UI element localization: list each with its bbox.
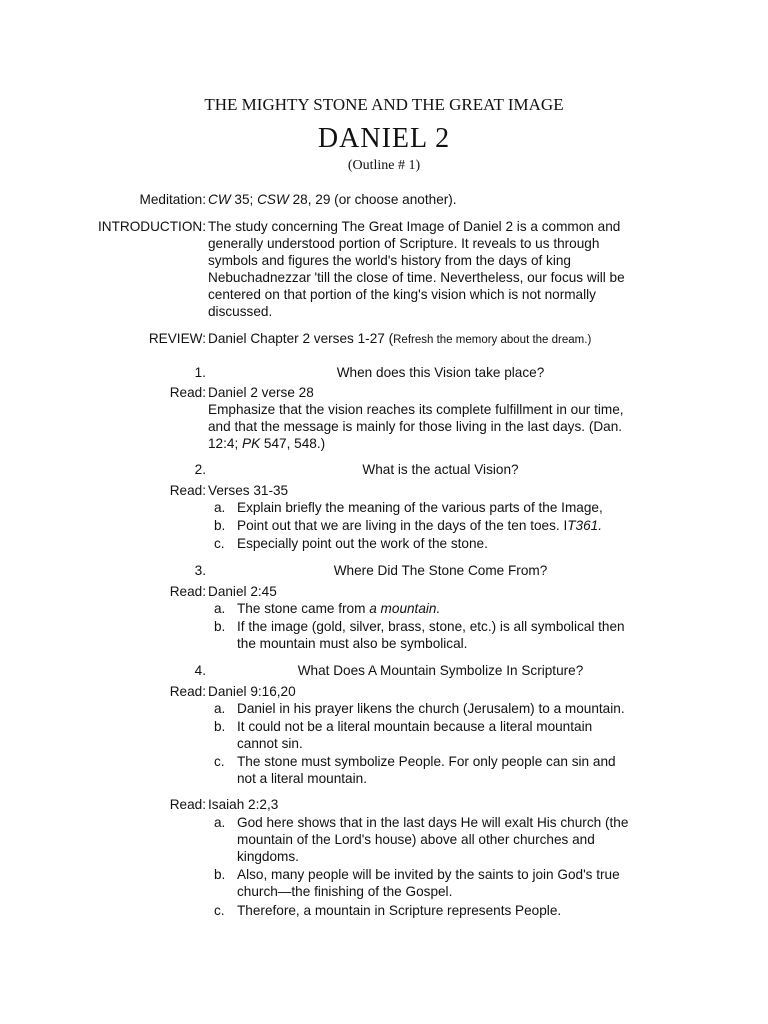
section-2-read-ref: Verses 31-35	[208, 483, 289, 498]
meditation-text: CW 35; CSW 28, 29 (or choose another).	[208, 192, 457, 207]
section-1-question: When does this Vision take place?	[336, 365, 545, 380]
meditation-label: Meditation:	[139, 192, 206, 207]
section-2-number: 2.	[194, 462, 206, 477]
review-label: REVIEW:	[148, 331, 206, 346]
section-5-read-ref: Isaiah 2:2,3	[208, 797, 279, 812]
section-1-number: 1.	[194, 365, 206, 380]
document-heading: DANIEL 2	[317, 123, 451, 154]
introduction-text: The study concerning The Great Image of Daniel 2 is a common and generally understood portion of Scripture. It reveals to us through symbols and figures the world's history from the days of king Nebuchadnezzar 'till the close of time. Nevertheless, our focus will be centered on that portion of the king's vision which is not normally discussed.	[208, 219, 625, 319]
review-text: Daniel Chapter 2 verses 1-27 (Refresh the memory about the dream.)	[208, 331, 592, 346]
section-4-read-label: Read:	[169, 684, 206, 699]
section-1-read-text: Daniel 2 verse 28 Emphasize that the vision reaches its complete fulfillment in our time, and that the message is mainly for those living in the last days. (Dan. 12:4; PK 547, 548.)	[208, 385, 624, 451]
section-4-number: 4.	[194, 663, 206, 678]
section-2-read-label: Read:	[169, 483, 206, 498]
section-4-read-ref: Daniel 9:16,20	[208, 684, 296, 699]
section-3-question: Where Did The Stone Come From?	[333, 563, 548, 578]
section-2-question: What is the actual Vision?	[362, 462, 519, 477]
section-3-read-label: Read:	[169, 584, 206, 599]
document-page: THE MIGHTY STONE AND THE GREAT IMAGE DANIEL 2 (Outline # 1) Meditation: CW 35; CSW 28, 29 (or choose another). INTRODUCTION: The study concerning The Great Image of Daniel 2 is a common and generally understood portion of Scripture. It reveals to us through symbols and figures the world's history from the days of king Nebuchadnezzar 'till the close of time. Nevertheless, our focus will be centered on that portion of the king's vision which is not normally discussed. REVIEW: Daniel Chapter 2 verses 1-27 (Refresh the memory about the dream.) 1. When does this Vision take place? Read: Daniel 2 verse 28 Emphasize that the vision reaches its complete fulfillment in our time, and that the message is mainly for those living in the last days. (Dan. 12:4; PK 547, 548.) 2. What is the actual Vision? Read: Verses 31-35 a. Explain briefly the meaning of the various parts of the Image, b. Point out that we are living in the days of the ten toes. IT361. c. Especially point out the work of the stone. 3. Where Did The Stone Come From? Read: Daniel 2:45 a. The stone came from a mountain. b. If the image (gold, silver, brass, stone, etc.) is all symbolical then the mountain must also be symbolical. 4. What Does A Mountain Symbolize In Scripture? Read: Daniel 9:16,20 a. Daniel in his prayer likens the church (Jerusalem) to a mountain. b. It could not be a literal mountain because a literal mountain cannot sin. c. The stone must symbolize People. For only people can sin and not a literal mountain. Read: Isaiah 2:2,3 a. God here shows that in the last days He will exalt His church (the mountain of the Lord's house) above all other churches and kingdoms. b. Also, many people will be invited by the saints to join God's true church—the finishing of the Gospel. c. Therefore, a mountain in Scripture represents People.	[0, 0, 768, 1024]
introduction-label: INTRODUCTION:	[98, 219, 206, 234]
document-title: THE MIGHTY STONE AND THE GREAT IMAGE	[204, 95, 564, 114]
section-3-read-ref: Daniel 2:45	[208, 584, 277, 599]
section-3-number: 3.	[194, 563, 206, 578]
section-4-question: What Does A Mountain Symbolize In Scripture?	[297, 663, 584, 678]
section-1-read-label: Read:	[169, 385, 206, 400]
section-5-read-label: Read:	[169, 797, 206, 812]
document-subtitle: (Outline # 1)	[347, 158, 421, 173]
